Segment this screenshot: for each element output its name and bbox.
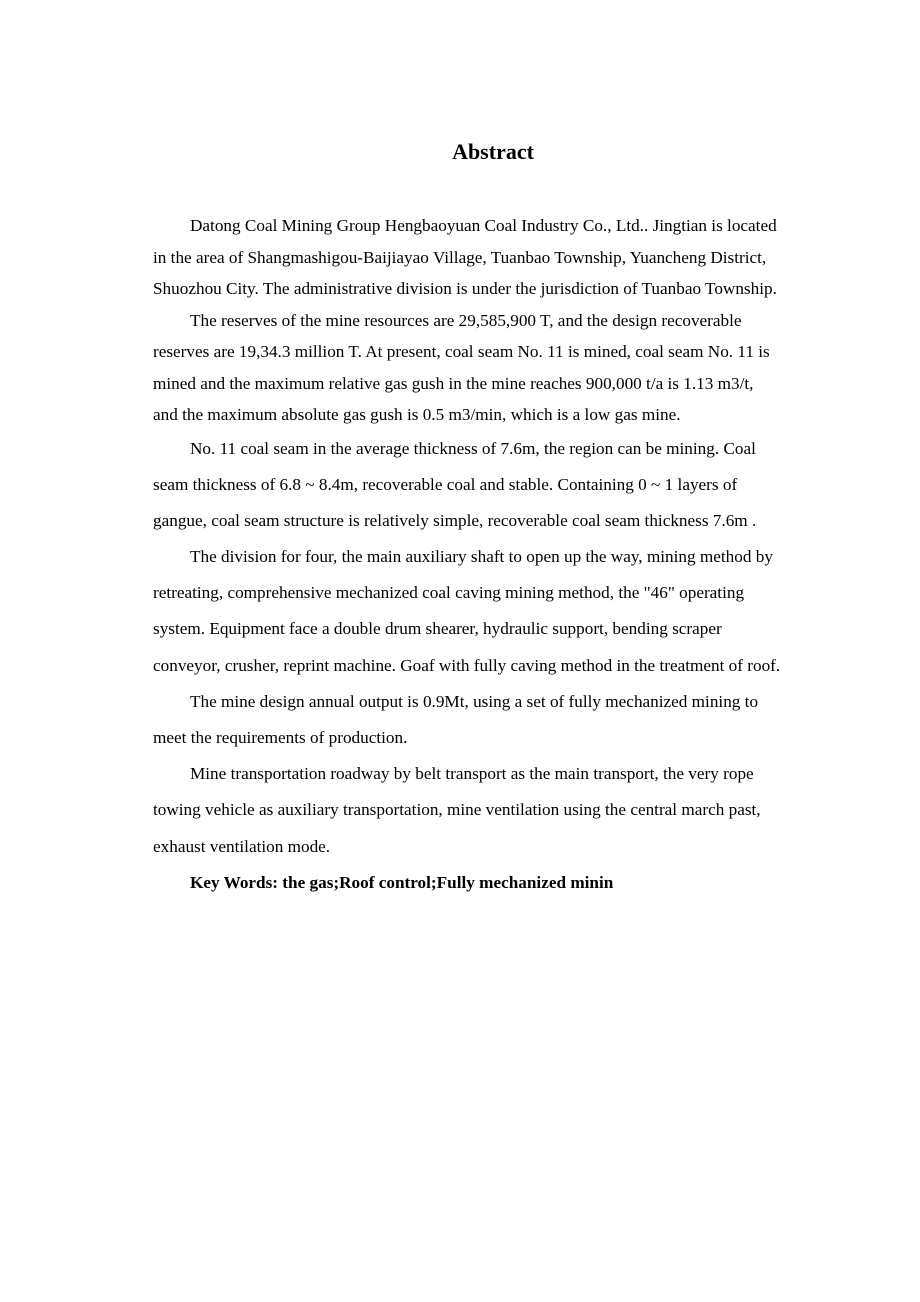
paragraph-line: No. 11 coal seam in the average thickness of 7.6m, the region can be mining. Coal [190,438,756,458]
paragraph-5 [153,684,843,756]
paragraph-line: Mine transportation roadway by belt transport as the main transport, the very rope [190,764,754,784]
paragraph-2 [153,305,843,431]
abstract-body [153,210,843,901]
paragraph-line: towing vehicle as auxiliary transportation, mine ventilation using the central march past, [153,800,761,820]
paragraph-line: reserves are 19,34.3 million T. At present, coal seam No. 11 is mined, coal seam No. 11 is [153,342,770,361]
paragraph-line: gangue, coal seam structure is relatively simple, recoverable coal seam thickness 7.6m . [153,510,757,530]
paragraph-line: retreating, comprehensive mechanized coal caving mining method, the "46" operating [153,583,745,603]
abstract-title: Abstract [452,139,534,164]
paragraph-line: conveyor, crusher, reprint machine. Goaf with fully caving method in the treatment of roof. [153,655,781,675]
paragraph-line: in the area of Shangmashigou-Baijiayao Village, Tuanbao Township, Yuancheng District, [153,247,767,267]
paragraph-line: mined and the maximum relative gas gush in the mine reaches 900,000 t/a is 1.13 m3/t, [153,373,754,393]
paragraph-1 [153,210,843,305]
paragraph-line: system. Equipment face a double drum shearer, hydraulic support, bending scraper [153,619,722,639]
paragraph-line: exhaust ventilation mode. [153,836,331,856]
paragraph-line: The reserves of the mine resources are 29,585,900 T, and the design recoverable [190,310,742,330]
paragraph-6 [153,756,843,865]
paragraph-line: The mine design annual output is 0.9Mt, using a set of fully mechanized mining to [190,691,759,711]
paragraph-line: and the maximum absolute gas gush is 0.5 m3/min, which is a low gas mine. [153,405,681,424]
key-words: Key Words: the gas;Roof control;Fully mechanized minin [190,872,614,892]
paragraph-3 [153,431,843,540]
paragraph-line: seam thickness of 6.8 ~ 8.4m, recoverable coal and stable. Containing 0 ~ 1 layers of [153,474,738,494]
paragraph-line: The division for four, the main auxiliary shaft to open up the way, mining method by [190,547,773,567]
paragraph-4 [153,539,843,684]
paragraph-line: Shuozhou City. The administrative division is under the jurisdiction of Tuanbao Township. [153,279,777,298]
paragraph-line: meet the requirements of production. [153,728,408,747]
paragraph-line: Datong Coal Mining Group Hengbaoyuan Coal Industry Co., Ltd.. Jingtian is located [190,216,777,235]
